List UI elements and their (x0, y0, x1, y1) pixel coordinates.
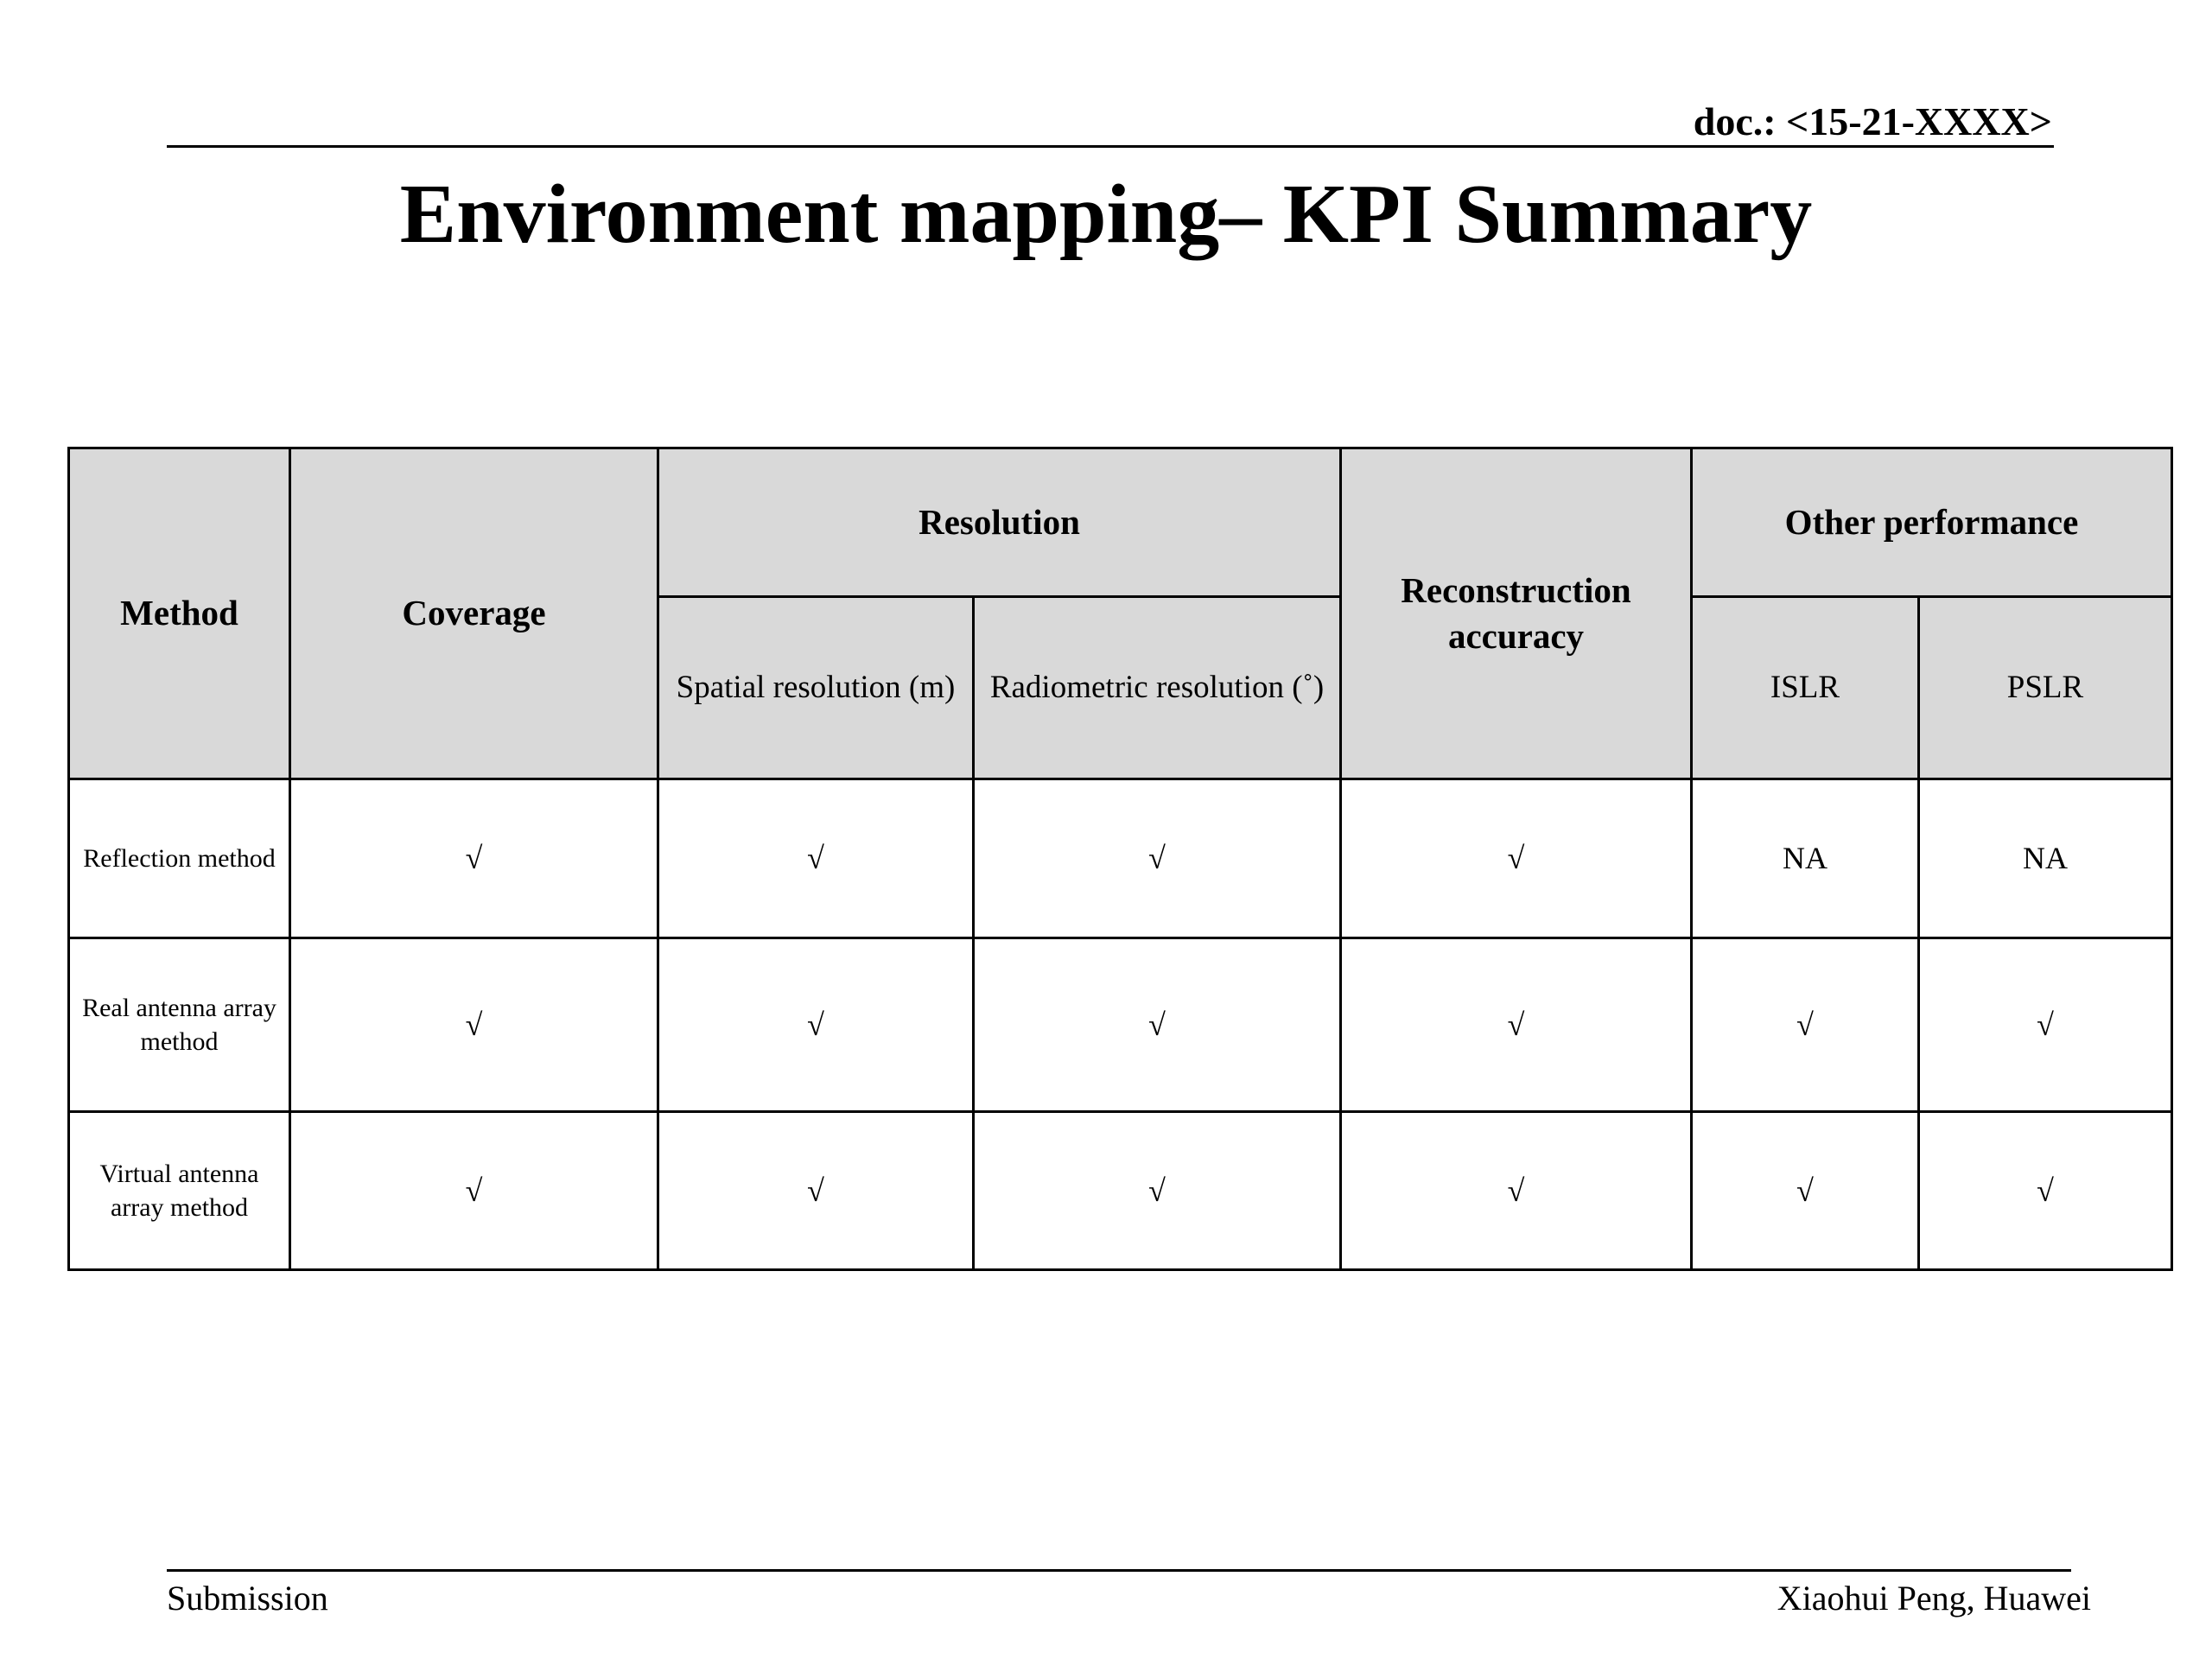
footer-rule (167, 1569, 2071, 1572)
reconstruction-accuracy-cell: √ (1341, 1112, 1692, 1270)
table-row (69, 938, 2172, 1112)
coverage-cell: √ (290, 938, 658, 1112)
coverage-cell: √ (290, 1112, 658, 1270)
pslr-cell: √ (1919, 938, 2172, 1112)
header-resolution: Resolution (658, 448, 1341, 597)
islr-cell: √ (1692, 938, 1919, 1112)
radiometric-resolution-cell: √ (974, 1112, 1341, 1270)
document-id: doc.: <15-21-XXXX> (1693, 99, 2052, 143)
method-cell: Real antenna array method (69, 938, 290, 1112)
header-coverage: Coverage (290, 448, 658, 779)
method-cell: Virtual antenna array method (69, 1112, 290, 1270)
footer-submission: Submission (167, 1579, 328, 1618)
radiometric-resolution-cell: √ (974, 938, 1341, 1112)
header-radiometric-resolution: Radiometric resolution (˚) (974, 597, 1341, 779)
table-row (69, 779, 2172, 938)
header-reconstruction-accuracy: Reconstruction accuracy (1341, 448, 1692, 779)
coverage-cell: √ (290, 779, 658, 938)
pslr-cell: √ (1919, 1112, 2172, 1270)
islr-cell: NA (1692, 779, 1919, 938)
reconstruction-accuracy-cell: √ (1341, 779, 1692, 938)
radiometric-resolution-cell: √ (974, 779, 1341, 938)
spatial-resolution-cell: √ (658, 779, 974, 938)
header-method: Method (69, 448, 290, 779)
header-spatial-resolution: Spatial resolution (m) (658, 597, 974, 779)
pslr-cell: NA (1919, 779, 2172, 938)
kpi-summary-table (67, 447, 2173, 1271)
header-pslr: PSLR (1919, 597, 2172, 779)
header-rule (167, 145, 2054, 148)
reconstruction-accuracy-cell: √ (1341, 938, 1692, 1112)
table-row (69, 1112, 2172, 1270)
method-cell: Reflection method (69, 779, 290, 938)
spatial-resolution-cell: √ (658, 938, 974, 1112)
islr-cell: √ (1692, 1112, 1919, 1270)
spatial-resolution-cell: √ (658, 1112, 974, 1270)
footer-author: Xiaohui Peng, Huawei (1777, 1579, 2091, 1618)
header-other-performance: Other performance (1692, 448, 2172, 597)
page-title: Environment mapping– KPI Summary (399, 168, 1813, 261)
header-islr: ISLR (1692, 597, 1919, 779)
